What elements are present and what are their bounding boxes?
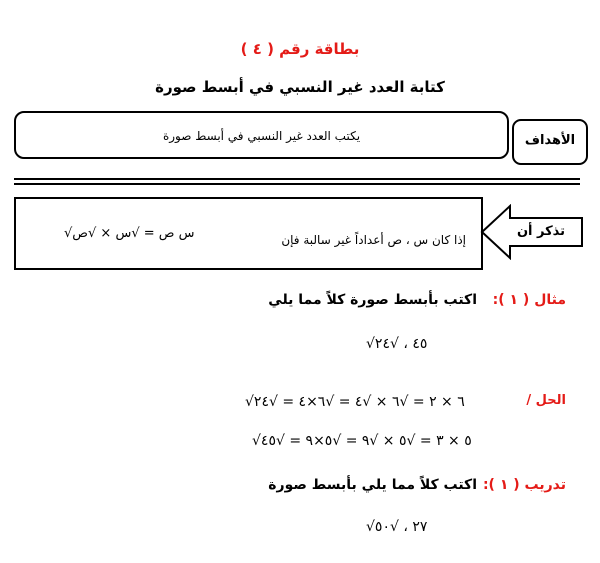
divider-line-top <box>14 178 580 180</box>
example-label: مثال ( ١ ): <box>492 292 566 308</box>
solution-line-2: √٥ × ٣ = √٥ × √٩ = √٥×٩ = √٤٥ <box>252 433 472 449</box>
remember-label: تذكر أن <box>516 224 566 239</box>
objective-text: يكتب العدد غير النسبي في أبسط صورة <box>162 129 361 143</box>
practice-expressions: √٢٧ ، √٥٠ <box>366 519 428 535</box>
solution-label: الحل / <box>526 393 566 408</box>
page-title: كتابة العدد غير النسبي في أبسط صورة <box>155 78 445 96</box>
rule-expression: √س ص = √س × √ص <box>64 226 195 241</box>
solution-line-1: √٦ × ٢ = √٦ × √٤ = √٦×٤ = √٢٤ <box>245 394 465 410</box>
divider-line-bottom <box>14 183 580 185</box>
example-expressions: √٤٥ ، √٢٤ <box>366 336 428 352</box>
card-title: بطاقة رقم ( ٤ ) <box>240 40 360 58</box>
rule-text: إذا كان س ، ص أعداداً غير سالبة فإن <box>281 233 466 247</box>
objectives-label: الأهداف <box>524 133 576 148</box>
example-instruction: اكتب بأبسط صورة كلاً مما يلي <box>268 292 477 308</box>
practice-instruction: اكتب كلاً مما يلي بأبسط صورة <box>268 477 477 493</box>
practice-label: تدريب ( ١ ): <box>482 477 566 493</box>
